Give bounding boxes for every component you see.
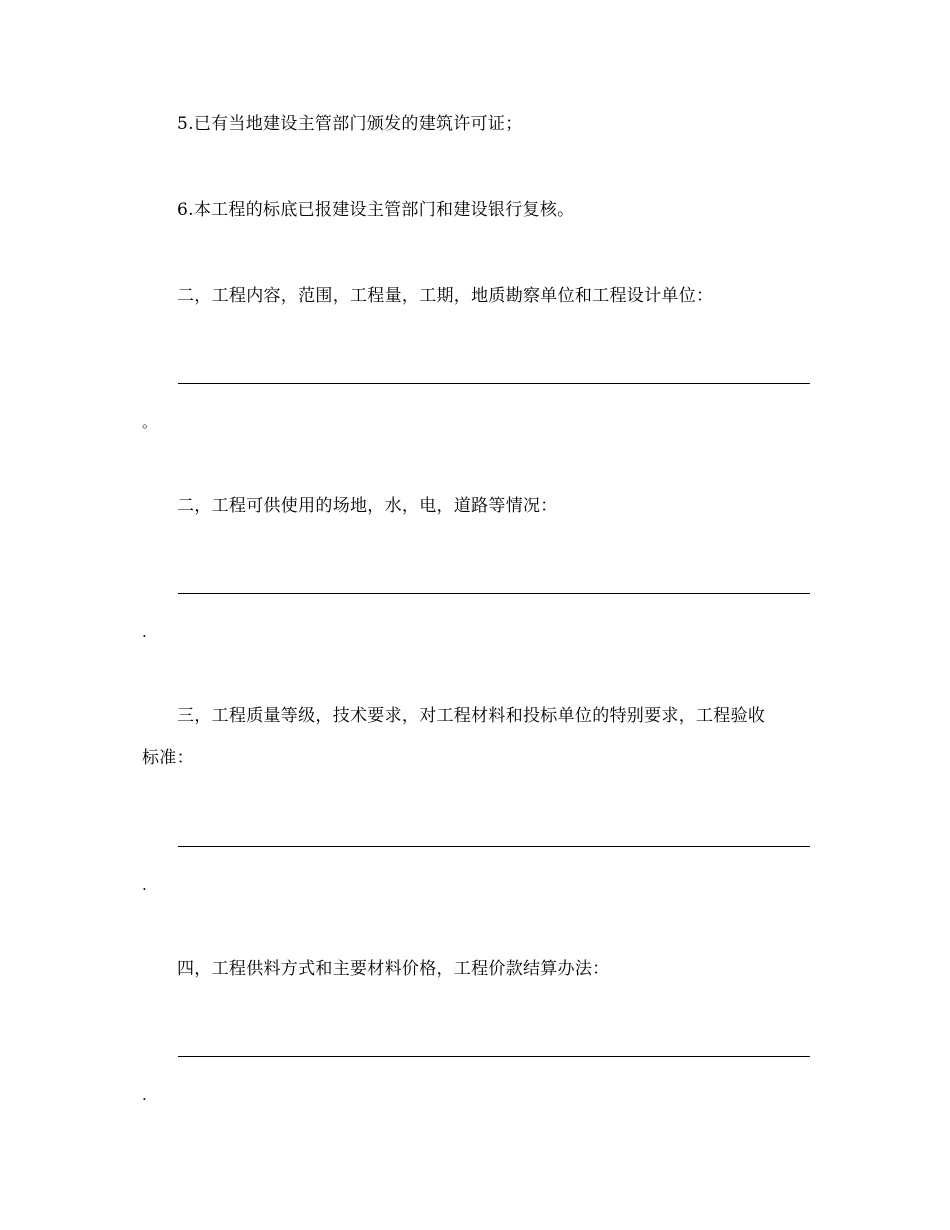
end-mark-quality: . <box>142 876 147 894</box>
section-heading-quality-line-1: 三，工程质量等级，技术要求，对工程材料和投标单位的特别要求，工程验收 <box>177 706 766 726</box>
end-mark-materials-payment: . <box>142 1086 147 1104</box>
section-heading-site-conditions: 二，工程可供使用的场地，水，电，道路等情况： <box>177 496 558 516</box>
list-item-5: 5.已有当地建设主管部门颁发的建筑许可证； <box>177 114 523 134</box>
section-heading-scope: 二，工程内容，范围，工程量，工期，地质勘察单位和工程设计单位： <box>177 286 714 306</box>
fill-in-line-materials-payment <box>178 1056 810 1057</box>
list-item-6: 6.本工程的标底已报建设主管部门和建设银行复核。 <box>177 200 575 220</box>
section-heading-quality-line-2: 标准： <box>142 748 194 768</box>
end-mark-site-conditions: . <box>142 623 147 641</box>
end-mark-scope: 。 <box>142 413 158 431</box>
fill-in-line-scope <box>178 383 810 384</box>
section-heading-materials-payment: 四，工程供料方式和主要材料价格，工程价款结算办法： <box>177 959 610 979</box>
fill-in-line-site-conditions <box>178 593 810 594</box>
fill-in-line-quality <box>178 846 810 847</box>
